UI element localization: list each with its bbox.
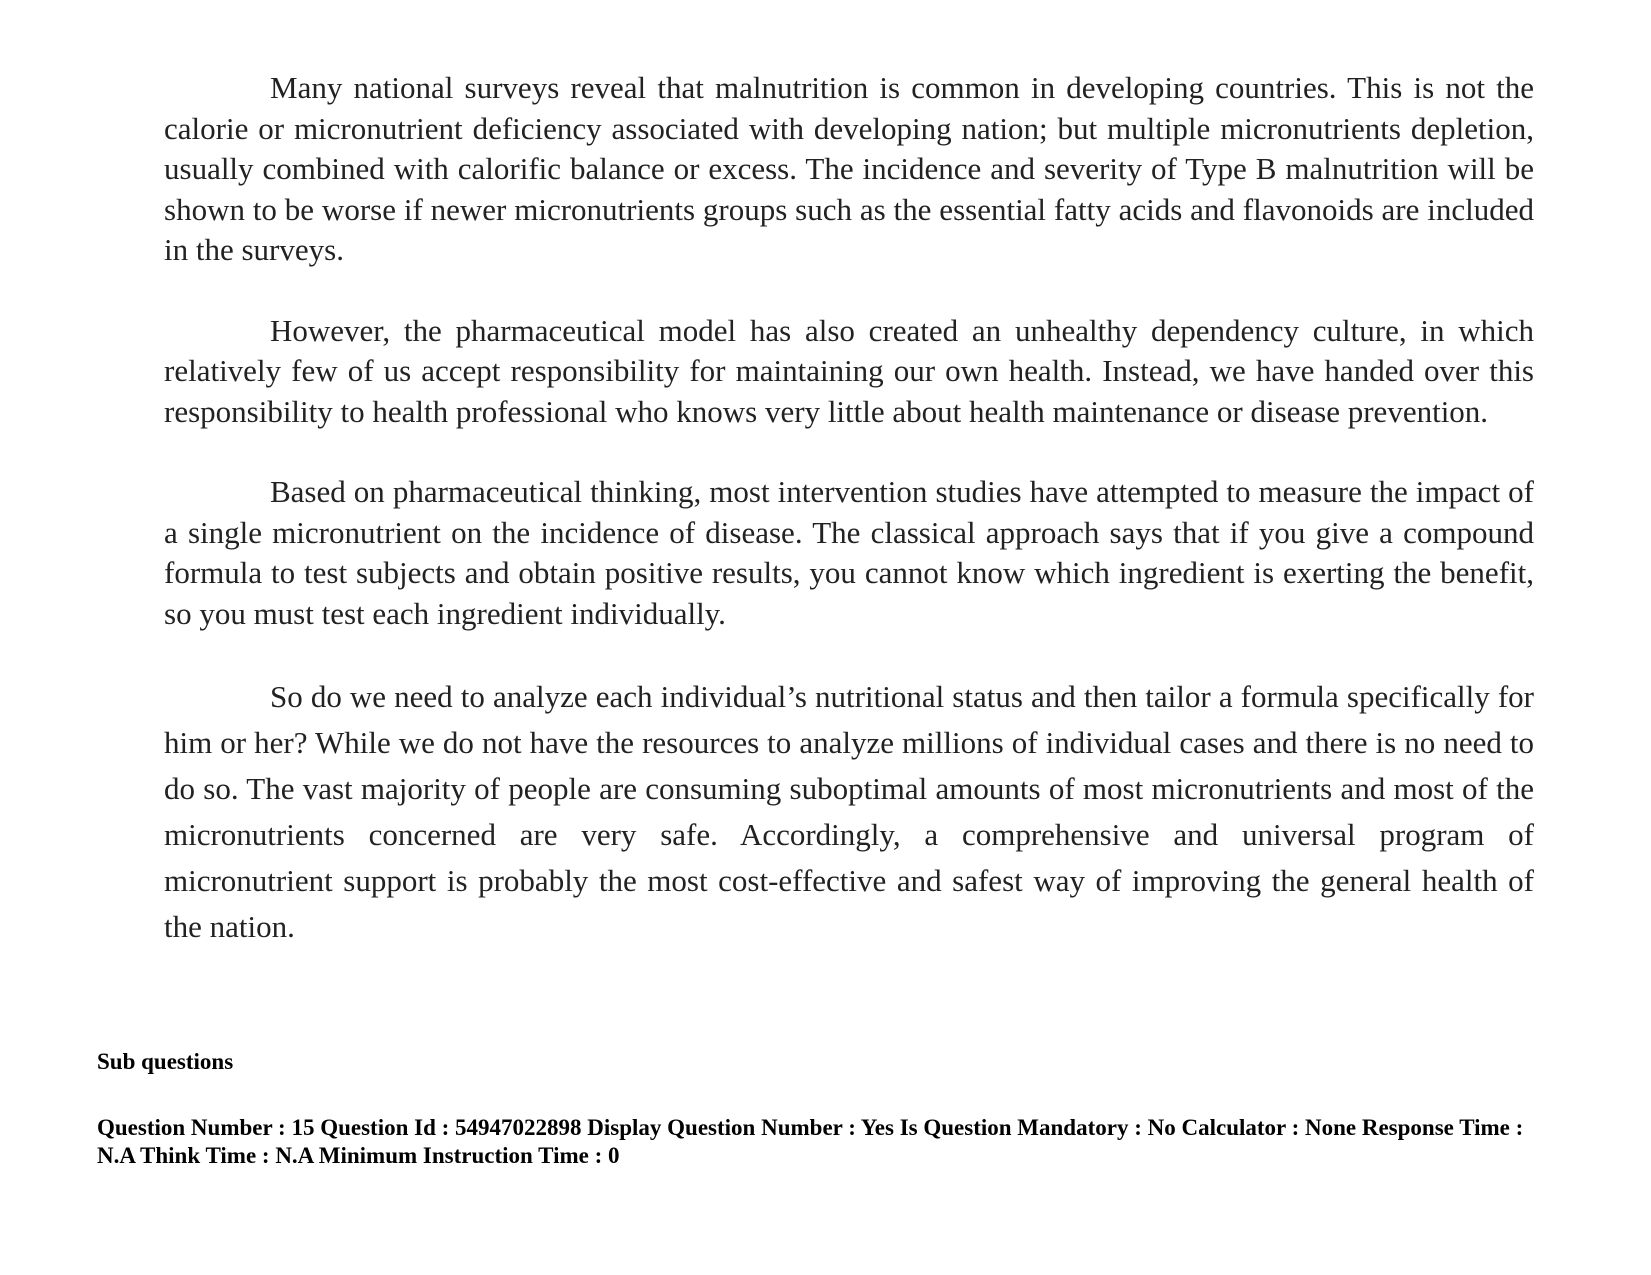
question-meta: Question Number : 15 Question Id : 54947022898 Display Question Number : Yes Is Question Mandatory : No Calculator : None Response Time : N.A Think Time : N.A Minimum Instruction Time : 0	[97, 1115, 1524, 1168]
sub-questions-heading: Sub questions	[97, 1049, 234, 1074]
passage-paragraph: Based on pharmaceutical thinking, most intervention studies have attempted to measure the impact of a single micronutrient on the incidence of disease. The classical approach says that if you give a compound formula to test subjects and obtain positive results, you cannot know which ingredient is exerting the benefit, so you must test each ingredient individually.	[164, 474, 1534, 631]
passage	[164, 68, 1534, 950]
passage-paragraph: However, the pharmaceutical model has also created an unhealthy dependency culture, in which relatively few of us accept responsibility for maintaining our own health. Instead, we have handed over this responsibility to health professional who knows very little about health maintenance or disease prevention.	[164, 312, 1534, 429]
passage-paragraph: Many national surveys reveal that malnutrition is common in developing countries. This is not the calorie or micronutrient deficiency associated with developing nation; but multiple micronutrients depletion, usually combined with calorific balance or excess. The incidence and severity of Type B malnutrition will be shown to be worse if newer micronutrients groups such as the essential fatty acids and flavonoids are included in the surveys.	[164, 70, 1534, 267]
passage-paragraph: So do we need to analyze each individual’s nutritional status and then tailor a formula specifically for him or her? While we do not have the resources to analyze millions of individual cases and there is no need to do so. The vast majority of people are consuming suboptimal amounts of most micronutrients and most of the micronutrients concerned are very safe. Accordingly, a comprehensive and universal program of micronutrient support is probably the most cost-effective and safest way of improving the general health of the nation.	[164, 679, 1534, 944]
